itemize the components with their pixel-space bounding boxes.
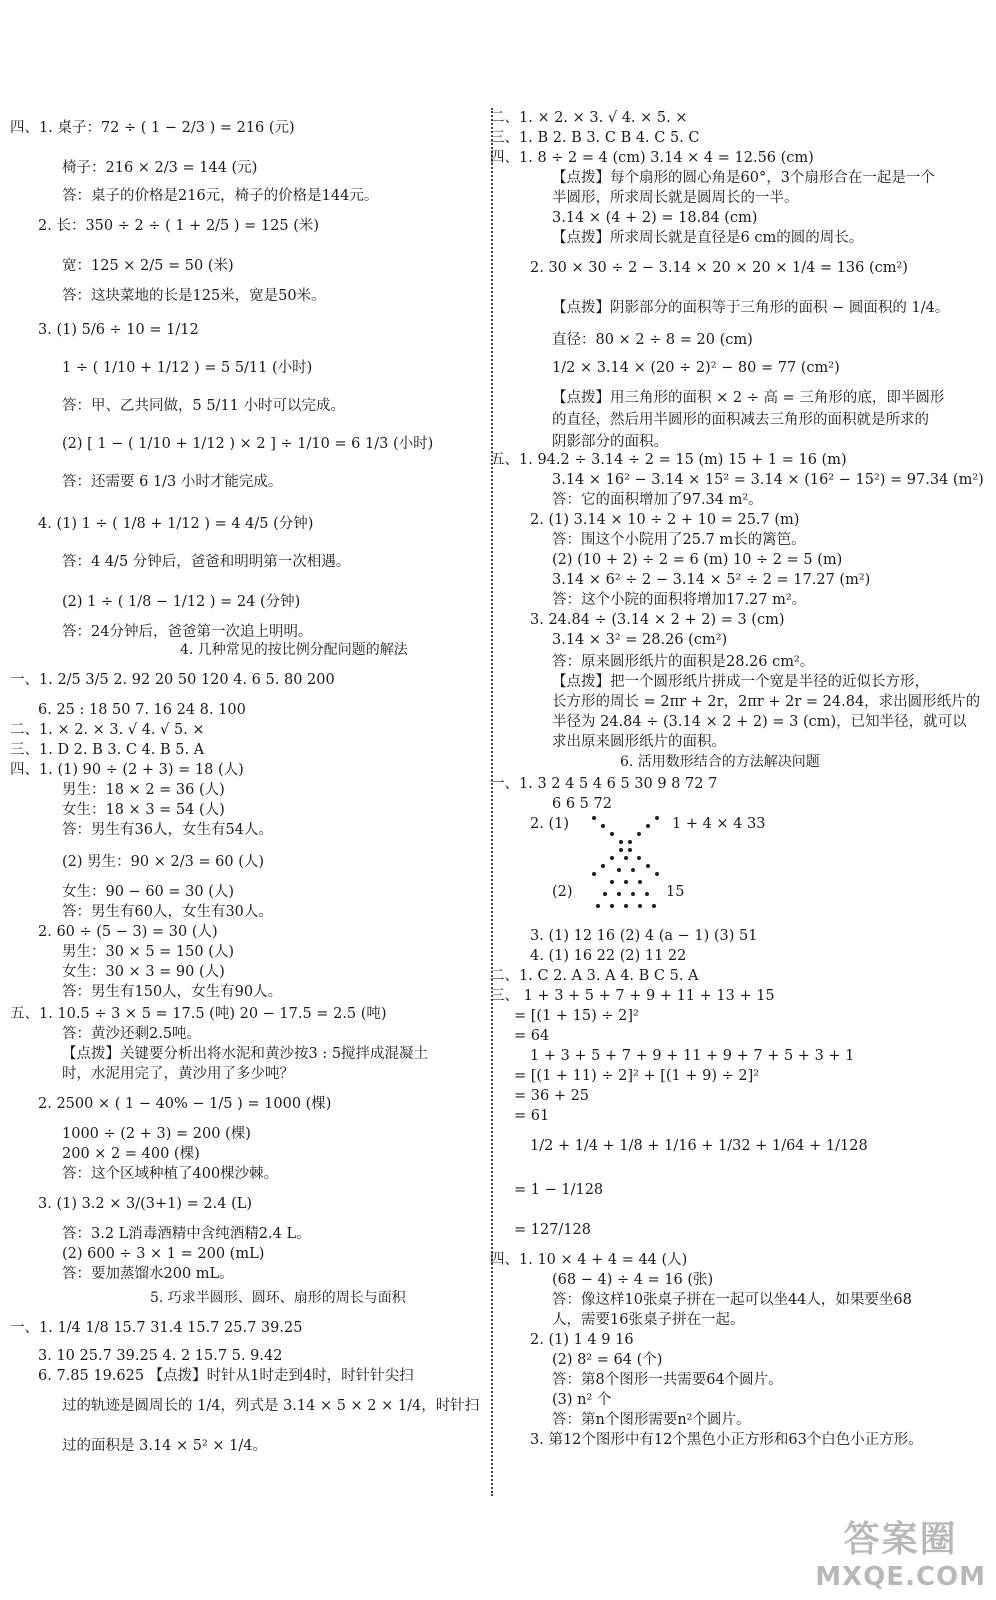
right-line: 1 + 4 × 4 33: [672, 816, 766, 832]
left-line: 4. (1) 1 ÷ ( 1/8 + 1/12 ) = 4 4/5 (分钟): [38, 516, 314, 532]
right-line: 答：围这个小院用了25.7 m长的篱笆。: [552, 532, 806, 548]
right-line: 半径为 24.84 ÷ (3.14 × 2 + 2) = 3 (cm)，已知半径，就可以: [552, 714, 967, 730]
left-line: 2. 60 ÷ (5 − 3) = 30 (人): [38, 924, 218, 940]
right-line: 答：像这样10张桌子拼在一起可以坐44人，如果要坐68: [552, 1292, 912, 1308]
left-line: 时，水泥用完了，黄沙用了多少吨？: [62, 1066, 294, 1082]
left-line: 2. 2500 × ( 1 − 40% − 1/5 ) = 1000 (棵): [38, 1096, 332, 1112]
dot: [638, 880, 642, 884]
left-line: 答：男生有36人，女生有54人。: [62, 822, 273, 838]
column-divider: [491, 108, 493, 1496]
dot: [631, 892, 635, 896]
left-line: 五、1. 10.5 ÷ 3 × 5 = 17.5 (吨) 20 − 17.5 = 2.5 (吨): [10, 1006, 387, 1022]
left-line: 6. 25 : 18 50 7. 16 24 8. 100: [38, 702, 246, 718]
left-line: (2) 1 ÷ ( 1/8 − 1/12 ) = 24 (分钟): [62, 594, 301, 610]
right-line: 3.14 × 3² = 28.26 (cm²): [552, 632, 728, 648]
left-line: 2. 长：350 ÷ 2 ÷ ( 1 + 2/5 ) = 125 (米): [38, 218, 320, 234]
right-line: = [(1 + 11) ÷ 2]² + [(1 + 9) ÷ 2]²: [514, 1068, 760, 1084]
left-line: 答：这块菜地的长是125米，宽是50米。: [62, 288, 326, 304]
right-line: = 61: [514, 1108, 550, 1124]
right-line: 答：第n个图形需要n²个圆片。: [552, 1412, 751, 1428]
left-line: 宽：125 × 2/5 = 50 (米): [62, 258, 234, 274]
right-line: 2. (1) 3.14 × 10 ÷ 2 + 10 = 25.7 (m): [530, 512, 800, 528]
dot: [610, 832, 614, 836]
right-line: = [(1 + 15) ÷ 2]²: [514, 1008, 639, 1024]
dot: [619, 840, 623, 844]
dot: [617, 892, 621, 896]
left-line: 【点拨】关键要分析出将水泥和黄沙按3 : 5搅拌成混凝土: [62, 1046, 429, 1062]
dot: [628, 848, 632, 852]
watermark-logo: 答案圈 MXQE.COM: [815, 1519, 986, 1592]
left-line: 三、1. D 2. B 3. C 4. B 5. A: [10, 742, 205, 758]
left-line: 3. (1) 3.2 × 3/(3+1) = 2.4 (L): [38, 1196, 253, 1212]
left-line: (2) 600 ÷ 3 × 1 = 200 (mL): [62, 1246, 265, 1262]
right-line: 四、1. 8 ÷ 2 = 4 (cm) 3.14 × 4 = 12.56 (cm): [490, 150, 814, 166]
right-line: 【点拨】阴影部分的面积等于三角形的面积 − 圆面积的 1/4。: [552, 300, 950, 316]
right-line: 1/2 + 1/4 + 1/8 + 1/16 + 1/32 + 1/64 + 1/128: [530, 1138, 868, 1154]
left-line: 答：甲、乙共同做，5 5/11 小时可以完成。: [62, 398, 346, 414]
left-line: 答：要加蒸馏水200 mL。: [62, 1266, 234, 1282]
right-line: 答：它的面积增加了97.34 m²。: [552, 492, 763, 508]
dot: [637, 832, 641, 836]
left-line: 女生：18 × 3 = 54 (人): [62, 802, 225, 818]
right-line: 3. (1) 12 16 (2) 4 (a − 1) (3) 51: [530, 928, 758, 944]
right-line: 4. (1) 16 22 (2) 11 22: [530, 948, 687, 964]
dot: [603, 892, 607, 896]
dot: [645, 892, 649, 896]
dot: [596, 904, 600, 908]
dot: [619, 848, 623, 852]
right-line: 2. (1) 1 4 9 16: [530, 1332, 634, 1348]
dot: [628, 840, 632, 844]
dot: [631, 868, 635, 872]
left-line: 女生：30 × 3 = 90 (人): [62, 964, 225, 980]
right-line: 1 + 3 + 5 + 7 + 9 + 11 + 9 + 7 + 5 + 3 + 1: [530, 1048, 855, 1064]
left-line: 二、1. × 2. × 3. √ 4. √ 5. ×: [10, 722, 205, 738]
right-line: 3.14 × 16² − 3.14 × 15² = 3.14 × (16² − 15²) = 97.34 (m²): [552, 472, 984, 488]
dot: [601, 824, 605, 828]
dot: [624, 880, 628, 884]
right-line: 【点拨】每个扇形的圆心角是60°，3个扇形合在一起是一个: [552, 170, 935, 186]
left-line: 3. (1) 5/6 ÷ 10 = 1/12: [38, 322, 199, 338]
right-line: 3.14 × 6² ÷ 2 − 3.14 × 5² ÷ 2 = 17.27 (m²): [552, 572, 871, 588]
right-line: = 36 + 25: [514, 1088, 590, 1104]
left-line: 答：桌子的价格是216元，椅子的价格是144元。: [62, 188, 379, 204]
dot: [592, 816, 596, 820]
dot: [624, 856, 628, 860]
dot: [646, 824, 650, 828]
left-line: 答：24分钟后，爸爸第一次追上明明。: [62, 624, 313, 640]
right-line: 2. (1): [530, 816, 569, 832]
right-line: (3) n² 个: [552, 1392, 612, 1408]
left-line: 过的面积是 3.14 × 5² × 1/4。: [62, 1438, 268, 1454]
left-line: 椅子：216 × 2/3 = 144 (元): [62, 160, 258, 176]
left-line: 过的轨迹是圆周长的 1/4，列式是 3.14 × 5 × 2 × 1/4，时针扫: [62, 1398, 480, 1414]
left-line: 一、1. 1/4 1/8 15.7 31.4 15.7 25.7 39.25: [10, 1320, 303, 1336]
right-line: 【点拨】所求周长就是直径是6 cm的圆的周长。: [552, 230, 864, 246]
dot: [617, 868, 621, 872]
right-line: 3.14 × (4 + 2) = 18.84 (cm): [552, 210, 758, 226]
left-line: (2) [ 1 − ( 1/10 + 1/12 ) × 2 ] ÷ 1/10 = 6 1/3 (小时): [62, 436, 434, 452]
right-line: 三、1. B 2. B 3. C B 4. C 5. C: [490, 130, 700, 146]
right-line: (2) 8² = 64 (个): [552, 1352, 663, 1368]
right-line: 答：原来圆形纸片的面积是28.26 cm²。: [552, 654, 815, 670]
left-line: 男生：30 × 5 = 150 (人): [62, 944, 235, 960]
left-line: 6. 7.85 19.625 【点拨】时针从1时走到4时，时针针尖扫: [38, 1368, 414, 1384]
dot: [652, 904, 656, 908]
left-line: 答：3.2 L消毒酒精中含纯酒精2.4 L。: [62, 1226, 311, 1242]
section-heading-6: 6. 活用数形结合的方法解决问题: [620, 754, 820, 770]
right-line: 6 6 5 72: [552, 796, 612, 812]
right-line: 半圆形，所求周长就是圆周长的一半。: [552, 190, 799, 206]
right-line: 二、1. C 2. A 3. A 4. B C 5. A: [490, 968, 699, 984]
left-line: 男生：18 × 2 = 36 (人): [62, 782, 225, 798]
left-line: 女生：90 − 60 = 30 (人): [62, 884, 235, 900]
right-line: 【点拨】把一个圆形纸片拼成一个宽是半径的近似长方形，: [552, 674, 929, 690]
left-line: 200 × 2 = 400 (棵): [62, 1146, 200, 1162]
right-line: = 127/128: [514, 1222, 591, 1238]
right-line: 的直径，然后用半圆形的面积减去三角形的面积就是所求的: [552, 412, 929, 428]
section-heading-5: 5. 巧求半圆形、圆环、扇形的周长与面积: [150, 1290, 406, 1306]
right-line: 三、 1 + 3 + 5 + 7 + 9 + 11 + 13 + 15: [490, 988, 775, 1004]
left-line: 四、1. 桌子：72 ÷ ( 1 − 2/3 ) = 216 (元): [10, 120, 295, 136]
right-line: 二、1. × 2. × 3. √ 4. × 5. ×: [490, 110, 688, 126]
left-line: 一、1. 2/5 3/5 2. 92 20 50 120 4. 6 5. 80 200: [10, 672, 335, 688]
left-line: 1000 ÷ (2 + 3) = 200 (棵): [62, 1126, 251, 1142]
right-line: 3. 24.84 ÷ (3.14 × 2 + 2) = 3 (cm): [530, 612, 785, 628]
dot: [610, 880, 614, 884]
right-line: 长方形的周长 = 2πr + 2r，2πr + 2r = 24.84，求出圆形纸片的: [552, 694, 981, 710]
triangle-dot-pattern: [594, 856, 660, 916]
section-heading-4: 4. 几种常见的按比例分配问题的解法: [180, 642, 408, 658]
right-line: = 64: [514, 1028, 550, 1044]
right-line: 一、1. 3 2 4 5 4 6 5 30 9 8 72 7: [490, 776, 718, 792]
right-line: 答：第8个图形一共需要64个圆片。: [552, 1372, 783, 1388]
right-line: 五、1. 94.2 ÷ 3.14 ÷ 2 = 15 (m) 15 + 1 = 16 (m): [490, 452, 847, 468]
left-line: 答：男生有150人，女生有90人。: [62, 984, 283, 1000]
left-line: 答：4 4/5 分钟后，爸爸和明明第一次相遇。: [62, 554, 351, 570]
left-line: 答：这个区域种植了400棵沙棘。: [62, 1166, 279, 1182]
left-line: 四、1. (1) 90 ÷ (2 + 3) = 18 (人): [10, 762, 244, 778]
right-line: 3. 第12个图形中有12个黑色小正方形和63个白色小正方形。: [530, 1432, 923, 1448]
right-line: 1/2 × 3.14 × (20 ÷ 2)² − 80 = 77 (cm²): [552, 360, 840, 376]
left-line: (2) 男生：90 × 2/3 = 60 (人): [62, 854, 265, 870]
right-line: 直径：80 × 2 ÷ 8 = 20 (cm): [552, 332, 753, 348]
left-line: 3. 10 25.7 39.25 4. 2 15.7 5. 9.42: [38, 1348, 283, 1364]
right-line: 求出原来圆形纸片的面积。: [552, 734, 726, 750]
left-line: 1 ÷ ( 1/10 + 1/12 ) = 5 5/11 (小时): [62, 360, 313, 376]
right-line: 15: [666, 884, 685, 900]
right-line: 答：这个小院的面积将增加17.27 m²。: [552, 592, 807, 608]
left-line: 答：黄沙还剩2.5吨。: [62, 1026, 202, 1042]
dot: [610, 904, 614, 908]
right-line: (2): [552, 884, 573, 900]
right-line: = 1 − 1/128: [514, 1182, 604, 1198]
right-line: (2) (10 + 2) ÷ 2 = 6 (m) 10 ÷ 2 = 5 (m): [552, 552, 843, 568]
left-line: 答：还需要 6 1/3 小时才能完成。: [62, 474, 283, 490]
right-line: 四、1. 10 × 4 + 4 = 44 (人): [490, 1252, 688, 1268]
right-line: 人，需要16张桌子拼在一起。: [552, 1312, 745, 1328]
right-line: 阴影部分的面积。: [552, 434, 668, 450]
right-line: 2. 30 × 30 ÷ 2 − 3.14 × 20 × 20 × 1/4 = 136 (cm²): [530, 260, 908, 276]
dot: [655, 816, 659, 820]
right-line: 【点拨】用三角形的面积 × 2 ÷ 高 = 三角形的底，即半圆形: [552, 390, 945, 406]
dot: [624, 904, 628, 908]
left-line: 答：男生有60人，女生有30人。: [62, 904, 273, 920]
right-line: (68 − 4) ÷ 4 = 16 (张): [552, 1272, 714, 1288]
dot: [638, 904, 642, 908]
